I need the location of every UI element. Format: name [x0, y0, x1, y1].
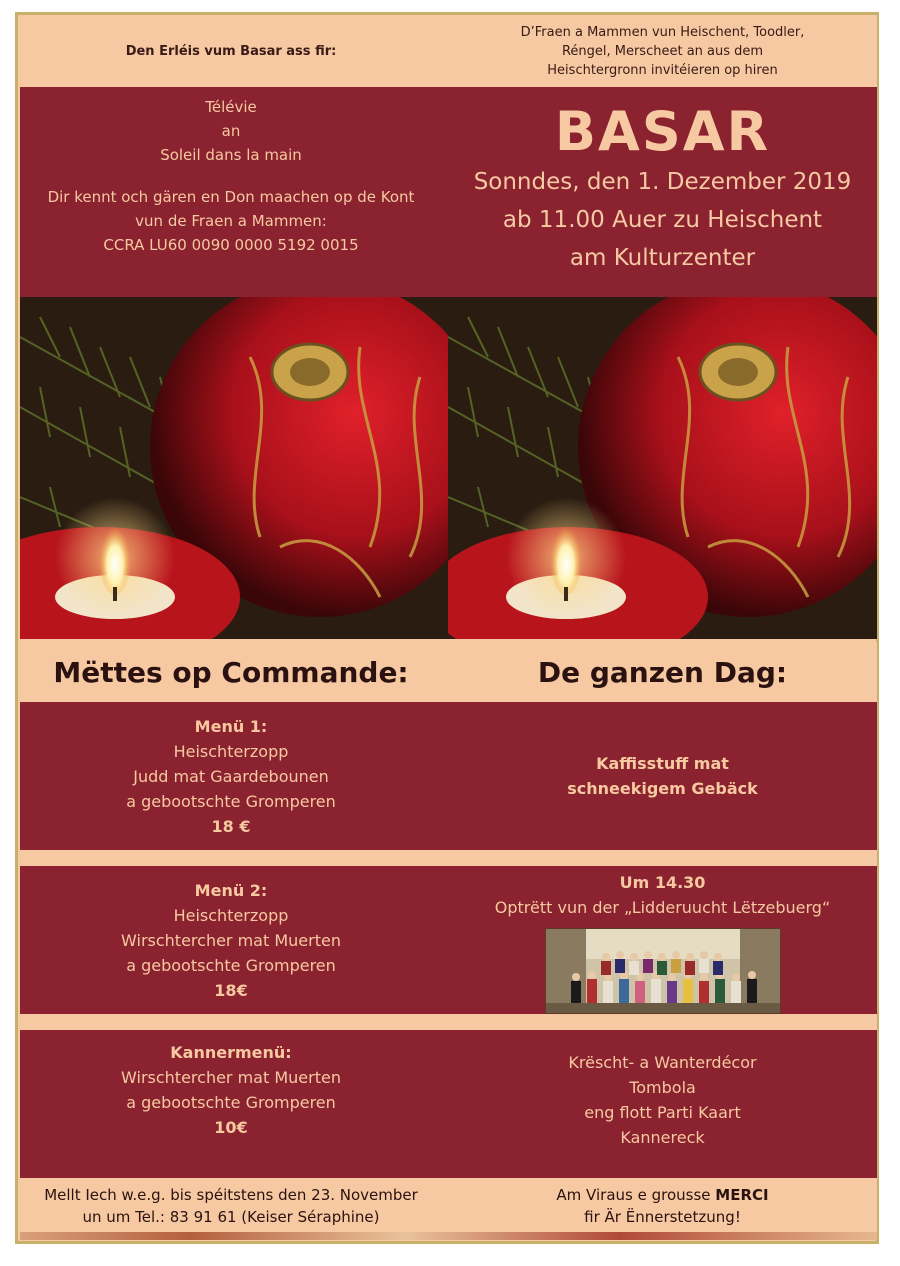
menu-title: Menü 1: [194, 716, 268, 736]
choir-photo [545, 928, 781, 1014]
donation-line: Dir kennt och gären en Don maachen op de Kont [47, 188, 415, 206]
registration-line: Mellt Iech w.e.g. bis spéitstens den 23. November [44, 1186, 418, 1204]
lunch-heading: Mëttes op Commande: [53, 655, 409, 689]
beneficiary-line: Télévie [205, 98, 257, 116]
registration-note [20, 1178, 442, 1234]
christmas-ornament-photo [448, 297, 877, 639]
decorative-strip [20, 1232, 877, 1240]
event-date: Sonndes, den 1. Dezember 2019 [473, 169, 852, 195]
menu-item: Judd mat Gaardebounen [133, 766, 329, 786]
menu-2 [20, 866, 442, 1014]
extra-item: eng flott Parti Kaart [584, 1103, 741, 1122]
divider [20, 850, 877, 866]
menu-item: a gebootschte Gromperen [126, 955, 336, 975]
event-venue: am Kulturzenter [569, 245, 756, 271]
menu-price: 18€ [214, 980, 248, 1000]
extra-item: Tombola [629, 1078, 696, 1097]
show-text: Optrëtt vun der „Lidderuucht Lëtzebuerg“ [494, 898, 831, 917]
show-block [448, 866, 877, 1014]
menu-item: Heischterzopp [173, 905, 289, 925]
beneficiary-line: an [221, 122, 241, 140]
coffee-block [448, 702, 877, 850]
menu-price: 10€ [214, 1118, 248, 1137]
photo-band [20, 297, 877, 639]
invite-line: D’Fraen a Mammen vun Heischent, Toodler, [520, 24, 805, 40]
thanks-note [448, 1178, 877, 1234]
invite-line: Heischtergronn invitéieren op hiren [547, 62, 778, 78]
beneficiary-line: Soleil dans la main [160, 146, 302, 164]
footer-band [20, 1178, 877, 1234]
heading-left [20, 642, 442, 702]
extra-item: Krëscht- a Wanterdécor [568, 1053, 757, 1072]
thanks-line [556, 1184, 768, 1206]
extras-block [448, 1030, 877, 1178]
menu-item: a gebootschte Gromperen [126, 791, 336, 811]
menu-row [20, 866, 877, 1014]
menu-item: Wirschtercher mat Muerten [121, 1068, 341, 1087]
menu-item: a gebootschte Gromperen [126, 1093, 336, 1112]
header-left [20, 15, 442, 87]
event-block [448, 87, 877, 297]
menu-row [20, 702, 877, 850]
header-band [20, 15, 877, 87]
menu-1 [20, 702, 442, 850]
menu-item: Wirschtercher mat Muerten [121, 930, 341, 950]
divider [20, 1014, 877, 1030]
bank-account: CCRA LU60 0090 0000 5192 0015 [103, 236, 359, 254]
christmas-ornament-photo [20, 297, 448, 639]
intro-band [20, 87, 877, 297]
thanks-prefix: Am Viraus e grousse [556, 1186, 716, 1204]
thanks-line-2: fir Är Ënnerstetzung! [584, 1208, 741, 1226]
extra-item: Kannereck [620, 1128, 705, 1147]
coffee-line: Kaffisstuff mat [596, 754, 729, 773]
heading-right [448, 642, 877, 702]
show-time: Um 14.30 [619, 873, 706, 892]
menu-row [20, 1030, 877, 1178]
menu-price: 18 € [211, 816, 251, 836]
thanks-bold: MERCI [715, 1186, 769, 1204]
menu-item: Heischterzopp [173, 741, 289, 761]
allday-heading: De ganzen Dag: [537, 655, 788, 689]
header-right [448, 15, 877, 87]
event-time-place: ab 11.00 Auer zu Heischent [502, 207, 823, 233]
donation-line: vun de Fraen a Mammen: [135, 212, 327, 230]
menu-title: Kannermenü: [170, 1043, 292, 1062]
invite-line: Réngel, Merscheet an aus dem [561, 43, 764, 59]
event-title: BASAR [554, 100, 771, 163]
kids-menu [20, 1030, 442, 1178]
coffee-line: schneekigem Gebäck [567, 779, 758, 798]
beneficiaries-block [20, 87, 442, 297]
menu-title: Menü 2: [194, 880, 268, 900]
registration-phone: un um Tel.: 83 91 61 (Keiser Séraphine) [82, 1208, 380, 1226]
section-headings [20, 642, 877, 702]
proceeds-label: Den Erléis vum Basar ass fir: [125, 43, 337, 59]
